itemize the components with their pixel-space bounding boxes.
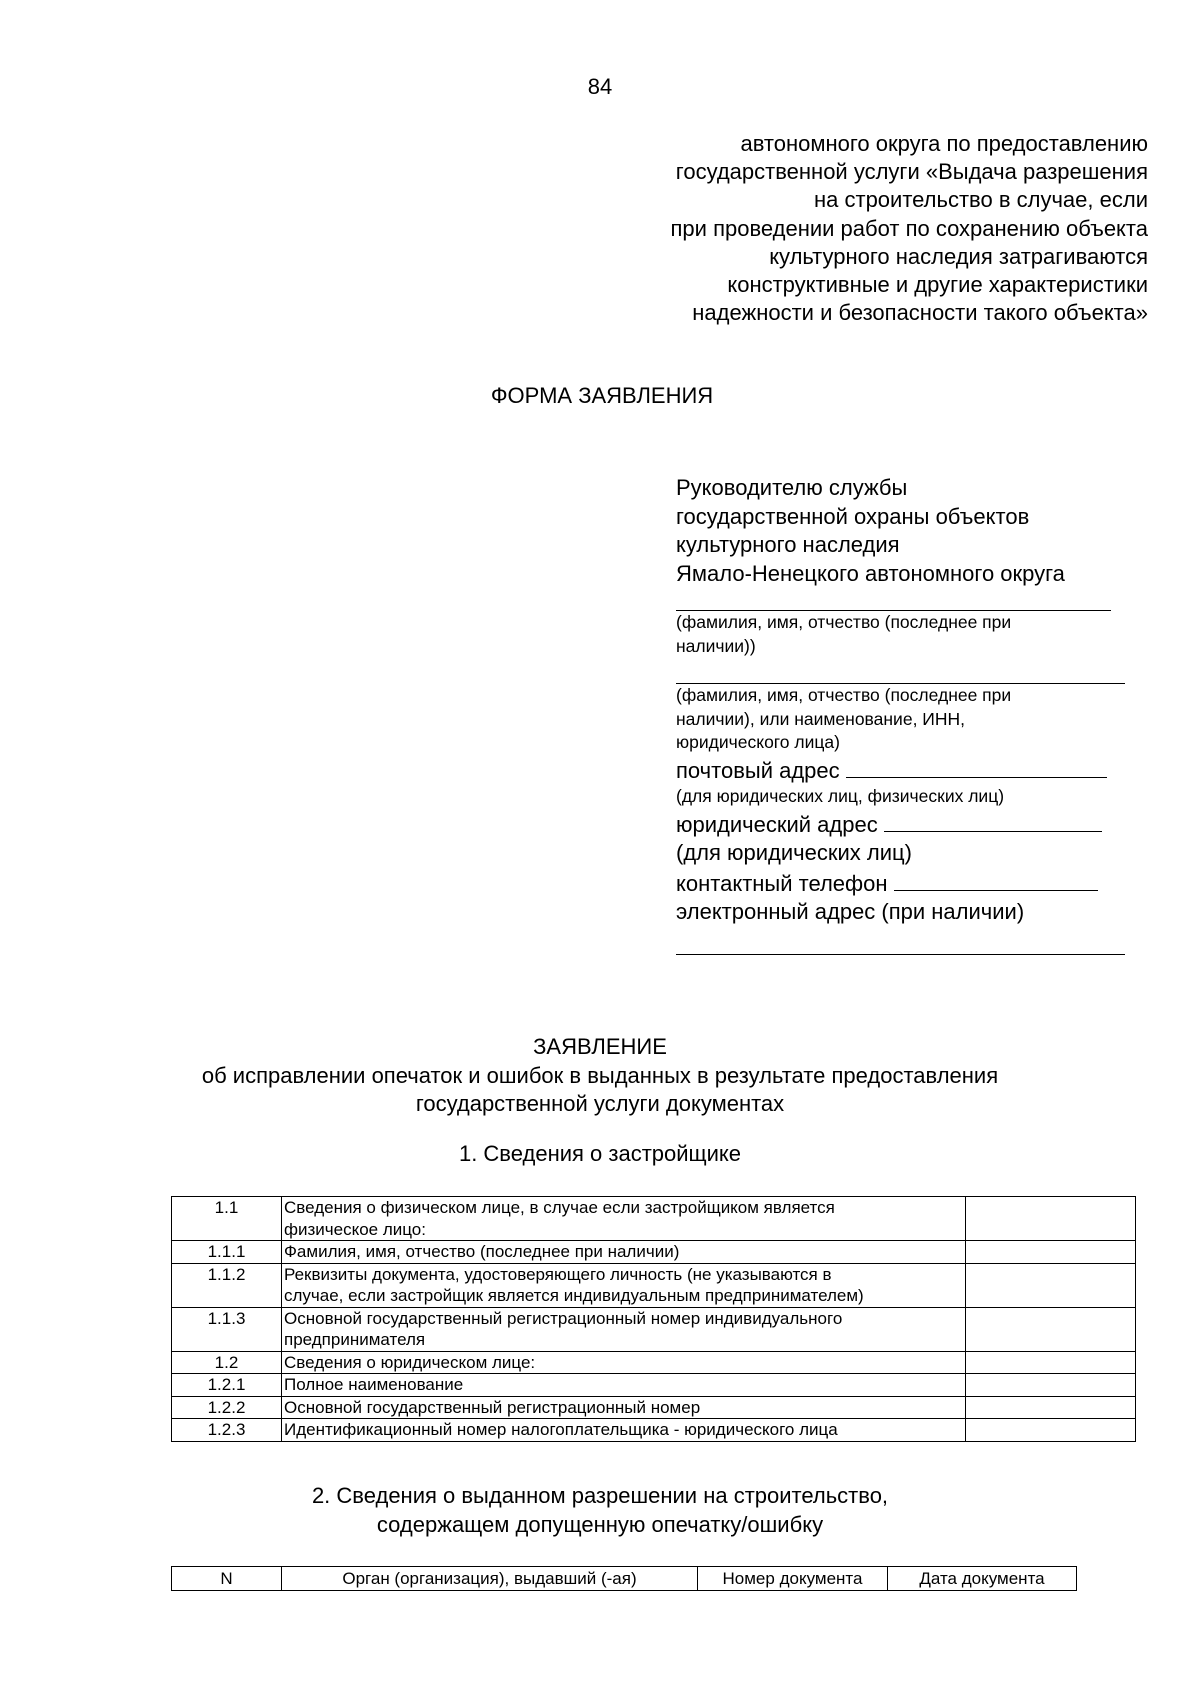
preamble-line: конструктивные и другие характеристики [727, 272, 1148, 298]
row-number: 1.2.3 [172, 1419, 282, 1442]
preamble-line: культурного наследия затрагиваются [769, 243, 1148, 269]
preamble-line: при проведении работ по сохранению объекта [670, 215, 1148, 241]
row-number: 1.2.2 [172, 1396, 282, 1419]
application-subtitle: об исправлении опечаток и ошибок в выданных в результате предоставления [201, 1062, 999, 1088]
postal-address-row [676, 755, 1146, 786]
applicant-name-hint: наличии), или наименование, ИНН, [676, 708, 966, 729]
addressee-line: Ямало-Ненецкого автономного округа [676, 560, 1065, 586]
column-header: Номер документа [698, 1567, 888, 1591]
table-row [172, 1197, 1136, 1241]
row-description [282, 1351, 966, 1374]
official-name-hint: наличии)) [676, 635, 756, 656]
row-description-line: случае, если застройщик является индивидуальным предпринимателем) [284, 1286, 864, 1305]
row-description-line: Идентификационный номер налогоплательщика - юридического лица [284, 1420, 838, 1439]
addressee-line: Руководителю службы [676, 475, 908, 500]
row-description-line: Реквизиты документа, удостоверяющего личность (не указываются в [284, 1264, 832, 1284]
preamble-line: государственной услуги «Выдача разрешения [675, 159, 1148, 185]
phone-row [676, 868, 1146, 899]
row-number: 1.1.1 [172, 1241, 282, 1264]
email-label: электронный адрес (при наличии) [676, 899, 1025, 924]
preamble-line: на строительство в случае, если [814, 187, 1148, 213]
row-description [282, 1374, 966, 1397]
section2-heading-line: содержащем допущенную опечатку/ошибку [376, 1512, 824, 1537]
phone-field[interactable] [894, 868, 1098, 891]
table-header-row [172, 1567, 1077, 1591]
table-row [172, 1374, 1136, 1397]
permit-info-table [171, 1566, 1077, 1591]
table-row [172, 1241, 1136, 1264]
applicant-name-hint: юридического лица) [676, 732, 840, 752]
row-description [282, 1263, 966, 1307]
phone-label: контактный телефон [676, 870, 888, 896]
section2-heading [0, 1481, 1200, 1539]
application-subtitle: государственной услуги документах [415, 1091, 785, 1116]
developer-info-table [171, 1196, 1136, 1442]
table-row [172, 1263, 1136, 1307]
row-number: 1.1.3 [172, 1307, 282, 1351]
application-title-block [0, 1033, 1200, 1119]
postal-address-hint: (для юридических лиц, физических лиц) [676, 786, 1005, 806]
email-field[interactable] [676, 927, 1125, 955]
row-number: 1.2 [172, 1351, 282, 1374]
row-description-line: Полное наименование [284, 1375, 464, 1394]
row-number: 1.1.2 [172, 1263, 282, 1307]
column-header: N [172, 1567, 282, 1591]
column-header: Дата документа [888, 1567, 1077, 1591]
legal-address-field[interactable] [884, 809, 1102, 832]
table-row [172, 1419, 1136, 1442]
table-row [172, 1396, 1136, 1419]
preamble [528, 130, 1148, 327]
row-description-line: предпринимателя [284, 1330, 426, 1349]
page-number: 84 [587, 74, 613, 99]
row-value-cell[interactable] [966, 1197, 1136, 1241]
application-title: ЗАЯВЛЕНИЕ [533, 1034, 667, 1059]
preamble-line: надежности и безопасности такого объекта» [692, 300, 1148, 326]
postal-address-label: почтовый адрес [676, 757, 840, 783]
section2-heading-line: 2. Сведения о выданном разрешении на строительство, [311, 1483, 889, 1508]
row-description [282, 1396, 966, 1419]
column-header: Орган (организация), выдавший (-ая) [282, 1567, 698, 1591]
row-description [282, 1197, 966, 1241]
table-row [172, 1351, 1136, 1374]
row-description-line: Основной государственный регистрационный номер индивидуального [284, 1308, 843, 1328]
applicant-name-field[interactable] [676, 658, 1125, 684]
row-description [282, 1307, 966, 1351]
legal-address-label: юридический адрес [676, 811, 878, 837]
legal-address-hint: (для юридических лиц) [676, 840, 912, 865]
official-name-field[interactable] [676, 588, 1111, 611]
row-description-line: Сведения о физическом лице, в случае если застройщиком является [284, 1198, 835, 1217]
legal-address-row [676, 809, 1146, 840]
row-value-cell[interactable] [966, 1374, 1136, 1397]
applicant-name-hint: (фамилия, имя, отчество (последнее при [676, 685, 1012, 705]
row-value-cell[interactable] [966, 1263, 1136, 1307]
form-title: ФОРМА ЗАЯВЛЕНИЯ [490, 383, 714, 408]
row-description-line: физическое лицо: [284, 1219, 426, 1239]
row-description [282, 1419, 966, 1442]
row-value-cell[interactable] [966, 1351, 1136, 1374]
row-value-cell[interactable] [966, 1241, 1136, 1264]
row-description [282, 1241, 966, 1264]
row-description-line: Основной государственный регистрационный номер [284, 1397, 701, 1417]
official-name-hint: (фамилия, имя, отчество (последнее при [676, 612, 1012, 632]
row-value-cell[interactable] [966, 1307, 1136, 1351]
row-value-cell[interactable] [966, 1419, 1136, 1442]
addressee-line: культурного наследия [676, 532, 900, 557]
row-value-cell[interactable] [966, 1396, 1136, 1419]
row-description-line: Сведения о юридическом лице: [284, 1352, 536, 1372]
postal-address-field[interactable] [846, 755, 1107, 778]
table-row [172, 1307, 1136, 1351]
row-number: 1.1 [172, 1197, 282, 1241]
row-number: 1.2.1 [172, 1374, 282, 1397]
addressee-line: государственной охраны объектов [676, 503, 1030, 529]
preamble-line: автономного округа по предоставлению [740, 131, 1148, 156]
addressee-block [676, 474, 1146, 955]
row-description-line: Фамилия, имя, отчество (последнее при наличии) [284, 1242, 680, 1261]
section1-heading: 1. Сведения о застройщике [458, 1141, 742, 1166]
